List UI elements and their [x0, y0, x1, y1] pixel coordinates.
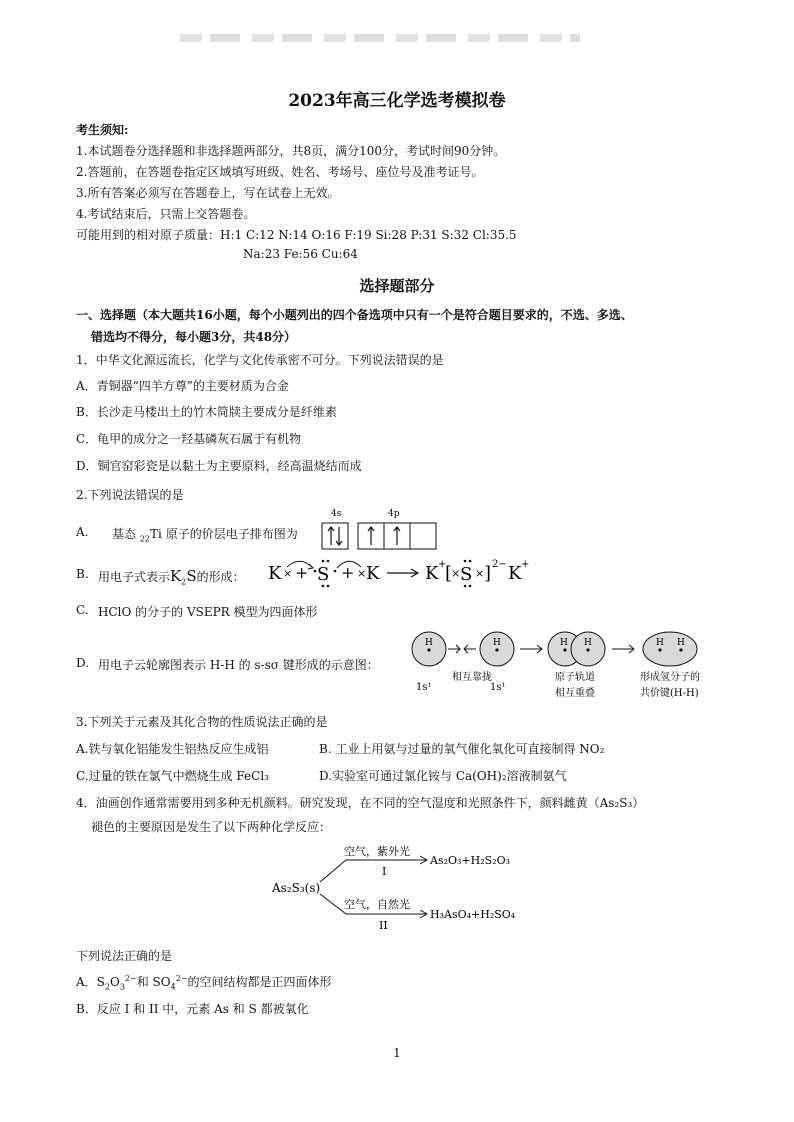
q3-option-c: C.过量的铁在氯气中燃烧生成 FeCl₃	[76, 769, 269, 783]
svg-text:相互重叠: 相互重叠	[555, 688, 595, 699]
svg-text:I: I	[382, 865, 387, 878]
svg-text:共价键(H-H): 共价键(H-H)	[640, 688, 699, 699]
q2-d-text: 用电子云轮廓图表示 H-H 的 s-sσ 键形成的示意图：	[98, 658, 379, 672]
q2-a-label: A.	[76, 525, 89, 539]
q4-stem-1: 4．油画创作通常需要用到多种无机颜料。研究发现，在不同的空气湿度和光照条件下，颜料雌黄（As₂S₃）	[76, 796, 645, 810]
q4-option-b: B．反应 I 和 II 中，元素 As 和 S 都被氧化	[76, 1002, 309, 1016]
notice-item-3: 3.所有答案必须写在答题卷上，写在试卷上无效。	[76, 186, 340, 200]
svg-text:+: +	[295, 563, 309, 582]
svg-text:形成氢分子的: 形成氢分子的	[640, 672, 700, 683]
reaction-scheme	[268, 842, 538, 934]
q1-option-b: B．长沙走马楼出土的竹木简牍主要成分是纤维素	[76, 405, 337, 419]
svg-text:4s: 4s	[331, 509, 342, 519]
part1-line1: 一、选择题（本大题共16小题，每个小题列出的四个备选项中只有一个是符合题目要求的，不选、多选、	[76, 308, 633, 322]
svg-text:原子轨道: 原子轨道	[555, 672, 595, 683]
svg-text:H: H	[425, 638, 433, 648]
q2-a-text: 基态 $_{22}$Ti 原子的价层电子排布图为	[112, 527, 298, 544]
q3-stem: 3.下列关于元素及其化合物的性质说法正确的是	[76, 715, 328, 729]
svg-text:K: K	[268, 563, 282, 584]
svg-text:H: H	[677, 638, 685, 648]
svg-text:S: S	[317, 564, 330, 585]
svg-text:K: K	[425, 563, 439, 584]
svg-text:×: ×	[451, 567, 461, 580]
svg-text:H₃AsO₄+H₂SO₄: H₃AsO₄+H₂SO₄	[430, 908, 516, 921]
page-number: 1	[393, 1046, 401, 1060]
svg-text:×: ×	[357, 567, 367, 580]
notice-item-1: 1.本试题卷分选择题和非选择题两部分，共8页，满分100分，考试时间90分钟。	[76, 144, 506, 158]
svg-text:K: K	[508, 563, 522, 584]
svg-text:S: S	[460, 564, 473, 585]
header-watermark	[180, 34, 580, 42]
svg-text:空气，紫外光: 空气，紫外光	[344, 845, 410, 858]
svg-text:[: [	[445, 563, 453, 584]
q2-b-text: 用电子式表示$K_2S$的形成：	[98, 567, 245, 587]
q4-option-a: A．$S_2O_3^{2-}$和 $SO_4^{2-}$的空间结构都是正四面体形	[76, 974, 332, 992]
q1-option-c: C．龟甲的成分之一羟基磷灰石属于有机物	[76, 432, 302, 446]
orbital-diagram	[320, 505, 445, 553]
q1-stem: 1．中华文化源远流长，化学与文化传承密不可分。下列说法错误的是	[76, 353, 444, 367]
notice-item-2: 2.答题前，在答题卷指定区域填写班级、姓名、考场号、座位号及准考证号。	[76, 165, 484, 179]
svg-text:II: II	[379, 919, 388, 932]
electron-dot-formation	[265, 553, 555, 589]
svg-text:+: +	[438, 559, 447, 570]
svg-text:空气，自然光: 空气，自然光	[344, 898, 410, 911]
atomic-mass-line1: 可能用到的相对原子质量：H:1 C:12 N:14 O:16 F:19 Si:28 P:31 S:32 Cl:35.5	[76, 228, 517, 242]
q3-option-b: B. 工业上用氨与过量的氧气催化氧化可直接制得 NO₂	[319, 742, 605, 756]
q2-d-label: D.	[76, 656, 90, 670]
svg-text:相互靠拢: 相互靠拢	[452, 672, 492, 683]
q3-option-d: D.实验室可通过氯化铵与 Ca(OH)₂溶液制氨气	[319, 769, 567, 783]
svg-text:H: H	[584, 638, 592, 648]
svg-text:As₂O₃+H₂S₂O₃: As₂O₃+H₂S₂O₃	[430, 854, 511, 867]
q2-stem: 2.下列说法错误的是	[76, 488, 184, 502]
q1-option-d: D．铜官窑彩瓷是以黏土为主要原料，经高温烧结而成	[76, 459, 362, 473]
q4-stem-2: 褪色的主要原因是发生了以下两种化学反应：	[91, 820, 332, 834]
svg-text:H: H	[560, 638, 568, 648]
svg-text:×: ×	[475, 567, 485, 580]
svg-text:×: ×	[283, 567, 293, 580]
q3-option-a: A.铁与氧化铝能发生铝热反应生成铝	[76, 742, 269, 756]
notice-heading: 考生须知:	[76, 123, 129, 137]
svg-text:K: K	[366, 563, 380, 584]
atomic-mass-line2: Na:23 Fe:56 Cu:64	[243, 247, 358, 261]
svg-text:+: +	[521, 559, 530, 570]
q1-option-a: A．青铜器“四羊方尊”的主要材质为合金	[76, 379, 289, 393]
notice-item-4: 4.考试结束后，只需上交答题卷。	[76, 207, 256, 221]
q2-c-label: C.	[76, 603, 89, 617]
q2-c-text: HClO 的分子的 VSEPR 模型为四面体形	[98, 605, 318, 619]
svg-text:2−: 2−	[492, 559, 507, 570]
svg-text:H: H	[493, 638, 501, 648]
part1-line2: 错选均不得分，每小题3分，共48分）	[91, 330, 297, 344]
svg-text:+: +	[341, 563, 355, 582]
svg-text:]: ]	[484, 563, 492, 584]
q4-question: 下列说法正确的是	[76, 949, 173, 963]
svg-text:1s¹: 1s¹	[490, 682, 506, 693]
section-title: 选择题部分	[359, 277, 435, 295]
svg-text:H: H	[656, 638, 664, 648]
sigma-bond-diagram	[400, 628, 710, 712]
svg-text:1s¹: 1s¹	[416, 682, 432, 693]
q2-b-label: B.	[76, 567, 89, 581]
svg-text:4p: 4p	[388, 509, 400, 519]
exam-title: 2023年高三化学选考模拟卷	[288, 91, 506, 111]
svg-text:As₂S₃(s): As₂S₃(s)	[272, 881, 321, 895]
